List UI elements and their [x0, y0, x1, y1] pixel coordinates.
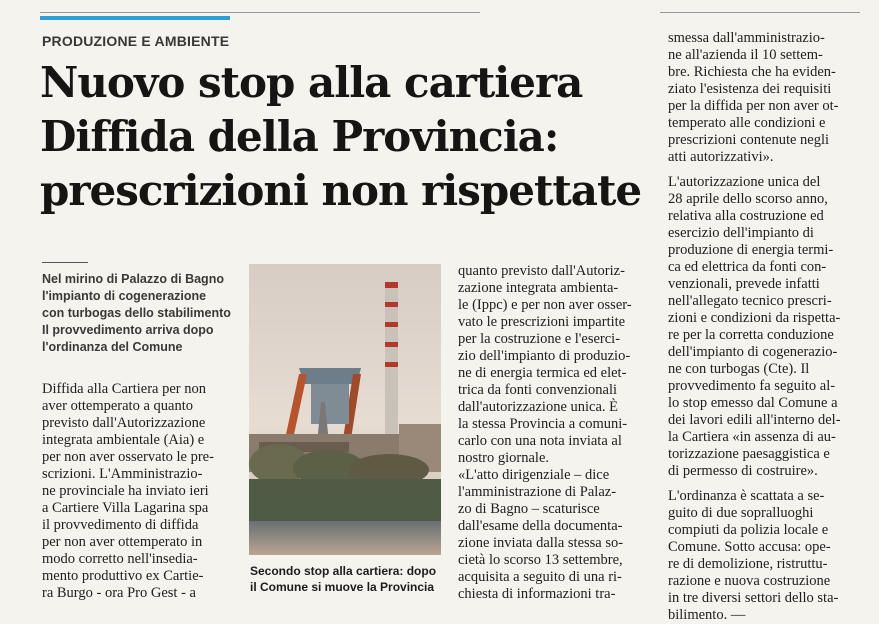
text-line: esercizio dell'impianto di: [668, 225, 814, 241]
text-line: Comune. Sotto accusa: ope-: [668, 539, 831, 555]
text-line: le (Ippc) e per non aver osser-: [458, 297, 632, 313]
text-line: compiuti da polizia locale e: [668, 522, 829, 538]
text-line: ne di energia termica ed elet-: [458, 365, 627, 381]
article-column-2: [458, 263, 658, 603]
text-line: integrata ambientale (Aia) e: [42, 432, 205, 448]
text-line: carlo con una nota inviata al: [458, 433, 622, 449]
text-line: vato le prescrizioni impartite: [458, 314, 626, 330]
text-line: ra Burgo - ora Pro Gest - a: [42, 585, 196, 601]
text-line: il provvedimento di diffida: [42, 517, 199, 533]
text-line: dall'esame della documenta-: [458, 518, 623, 534]
text-line: previsto dall'Autorizzazione: [42, 415, 206, 431]
summary-rule: [42, 262, 88, 263]
caption-line: Secondo stop alla cartiera: dopo: [250, 564, 437, 578]
text-line: re per la corretta conduzione: [668, 327, 834, 343]
text-line: cietà lo scorso 13 settembre,: [458, 552, 623, 568]
text-line: ca ed elettrica da fonti con-: [668, 259, 827, 275]
text-line: la Cartiera «in assenza di au-: [668, 429, 836, 445]
text-line: per non aver ottemperato in: [42, 534, 203, 550]
text-line: la stessa Provincia a comuni-: [458, 416, 628, 432]
text-line: venzionali, prevede infatti: [668, 276, 820, 292]
top-rule: [40, 12, 480, 13]
text-line: ziato l'esistenza dei requisiti: [668, 81, 832, 97]
text-line: bilimento. —: [668, 607, 746, 623]
text-line: zazione integrata ambienta-: [458, 280, 619, 296]
text-line: acquisita a seguito di una ri-: [458, 569, 622, 585]
text-line: nostro giornale.: [458, 450, 550, 466]
text-line: guito di due sopralluoghi: [668, 505, 814, 521]
text-line: zione inviata dalla stessa so-: [458, 535, 624, 551]
article-column-1: [42, 381, 242, 602]
text-line: per non aver osservato le pre-: [42, 449, 214, 465]
headline-line-1: Nuovo stop alla cartiera: [40, 58, 583, 107]
text-line: quanto previsto dall'Autoriz-: [458, 263, 625, 279]
article-column-3: [668, 30, 864, 624]
cartiera-photo: [249, 264, 441, 555]
text-line: Diffida alla Cartiera per non: [42, 381, 206, 397]
text-line: di permesso di costruire».: [668, 463, 818, 479]
section-accent-bar: [40, 16, 230, 20]
text-line: aver ottemperato a quanto: [42, 398, 193, 414]
text-line: nell'allegato tecnico prescri-: [668, 293, 832, 309]
text-line: re di demolizione, ristruttu-: [668, 556, 828, 572]
summary-line: Nel mirino di Palazzo di Bagno: [42, 272, 224, 286]
text-line: lo stop emesso dal Comune a: [668, 395, 838, 411]
text-line: modo corretto nell'insedia-: [42, 551, 198, 567]
summary-line: l'impianto di cogenerazione: [42, 289, 207, 303]
text-line: atti autorizzativi».: [668, 149, 774, 165]
text-line: provvedimento fa seguito al-: [668, 378, 836, 394]
text-line: per la diffida per non aver ot-: [668, 98, 839, 114]
summary-line: l'ordinanza del Comune: [42, 340, 183, 354]
text-line: produzione di energia termi-: [668, 242, 834, 258]
text-line: torizzazione paesaggistica e: [668, 446, 830, 462]
text-line: ne provinciale ha inviato ieri: [42, 483, 209, 499]
text-line: prescrizioni contenute negli: [668, 132, 830, 148]
text-line: «L'atto dirigenziale – dice: [458, 467, 610, 483]
headline-line-3: prescrizioni non rispettate: [40, 166, 642, 215]
text-line: razione e nuova costruzione: [668, 573, 831, 589]
text-line: zio dell'impianto di produzio-: [458, 348, 631, 364]
summary-block: [42, 271, 242, 356]
headline: [40, 56, 670, 218]
right-top-rule: [660, 12, 860, 13]
text-line: temperato alle condizioni e: [668, 115, 826, 131]
text-line: l'amministrazione di Palaz-: [458, 484, 617, 500]
headline-line-2: Diffida della Provincia:: [40, 112, 559, 161]
text-line: scrizioni. L'Amministrazio-: [42, 466, 203, 482]
text-line: zioni e condizioni da rispetta-: [668, 310, 841, 326]
section-kicker: PRODUZIONE E AMBIENTE: [42, 33, 230, 49]
text-line: 28 aprile dello scorso anno,: [668, 191, 828, 207]
text-line: trica da fonti convenzionali: [458, 382, 618, 398]
text-line: L'autorizzazione unica del: [668, 174, 821, 190]
text-line: zo di Bagno – scaturisce: [458, 501, 600, 517]
text-line: per la costruzione e l'eserci-: [458, 331, 621, 347]
text-line: relativa alla costruzione ed: [668, 208, 824, 224]
text-line: dell'impianto di cogenerazio-: [668, 344, 838, 360]
text-line: ne con turbogas (Cte). Il: [668, 361, 810, 377]
photo-caption: [250, 563, 450, 595]
summary-line: con turbogas dello stabilimento: [42, 306, 231, 320]
text-line: smessa dall'amministrazio-: [668, 30, 825, 46]
summary-line: Il provvedimento arriva dopo: [42, 323, 214, 337]
text-line: chiesta di informazioni tra-: [458, 586, 616, 602]
text-line: dei lavori edili all'interno del-: [668, 412, 841, 428]
text-line: in tre diversi settori dello sta-: [668, 590, 839, 606]
caption-line: il Comune si muove la Provincia: [250, 580, 435, 594]
text-line: mento produttivo ex Cartie-: [42, 568, 204, 584]
text-line: a Cartiere Villa Lagarina spa: [42, 500, 209, 516]
text-line: bre. Richiesta che ha eviden-: [668, 64, 836, 80]
text-line: L'ordinanza è scattata a se-: [668, 488, 825, 504]
text-line: dall'autorizzazione unica. È: [458, 399, 619, 415]
text-line: ne all'azienda il 10 settem-: [668, 47, 823, 63]
